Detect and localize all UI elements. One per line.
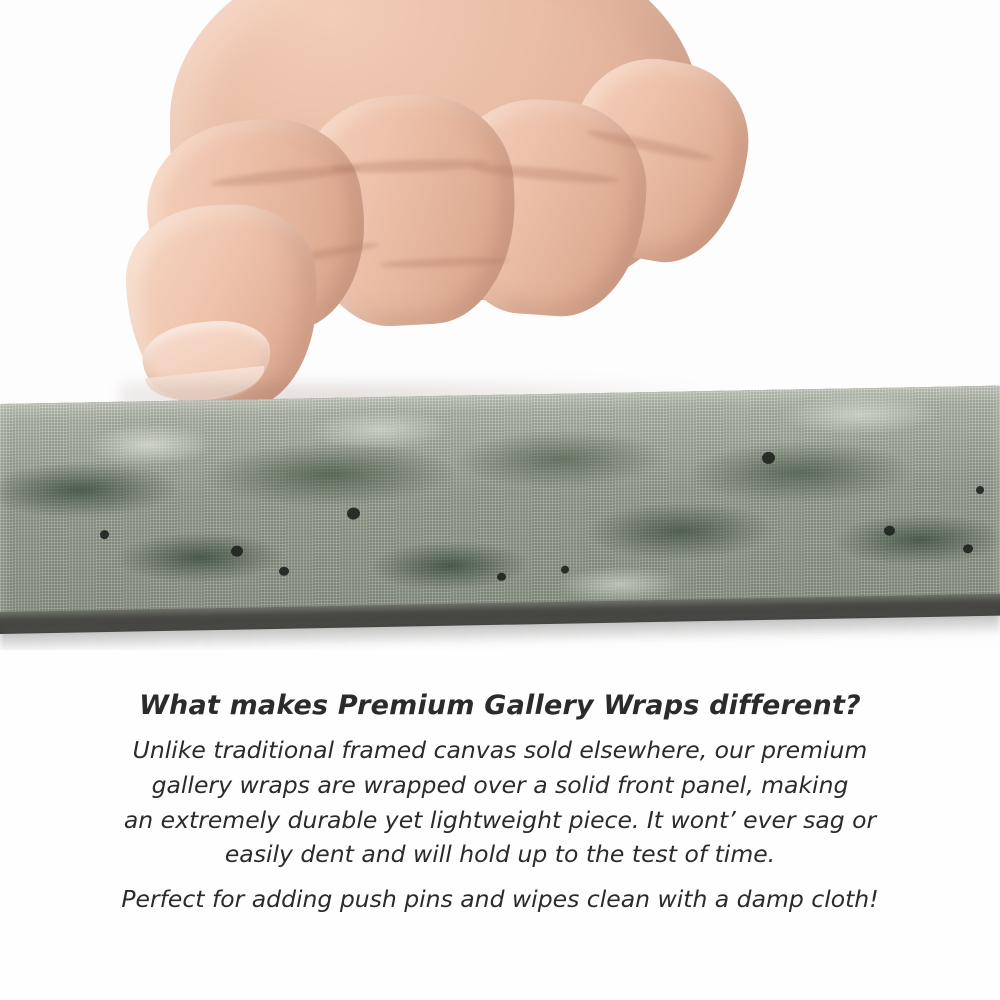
canvas-speck (497, 573, 506, 581)
caption-line: easily dent and will hold up to the test of time. (224, 840, 776, 869)
canvas-wrap-face (0, 386, 1000, 622)
canvas-speck (976, 486, 984, 494)
canvas-speck (231, 546, 243, 557)
caption-closing-line: Perfect for adding push pins and wipes clean with a damp cloth! (121, 885, 879, 914)
canvas-speck (100, 530, 109, 539)
caption-line: an extremely durable yet lightweight piece. It wont’ ever sag or (123, 805, 877, 834)
caption-line: Unlike traditional framed canvas sold elsewhere, our premium (132, 736, 868, 764)
caption-body (0, 733, 1000, 872)
canvas-speck (347, 507, 360, 519)
canvas-speck (884, 526, 895, 536)
hand-photo (0, 0, 1000, 420)
canvas-speck (963, 544, 973, 553)
caption-title: What makes Premium Gallery Wraps different? (139, 690, 861, 721)
caption-line: gallery wraps are wrapped over a solid front panel, making (151, 770, 849, 799)
canvas-speck (762, 452, 775, 464)
caption-block (0, 690, 1000, 917)
canvas-speck (279, 567, 289, 576)
canvas-speck (561, 566, 569, 574)
